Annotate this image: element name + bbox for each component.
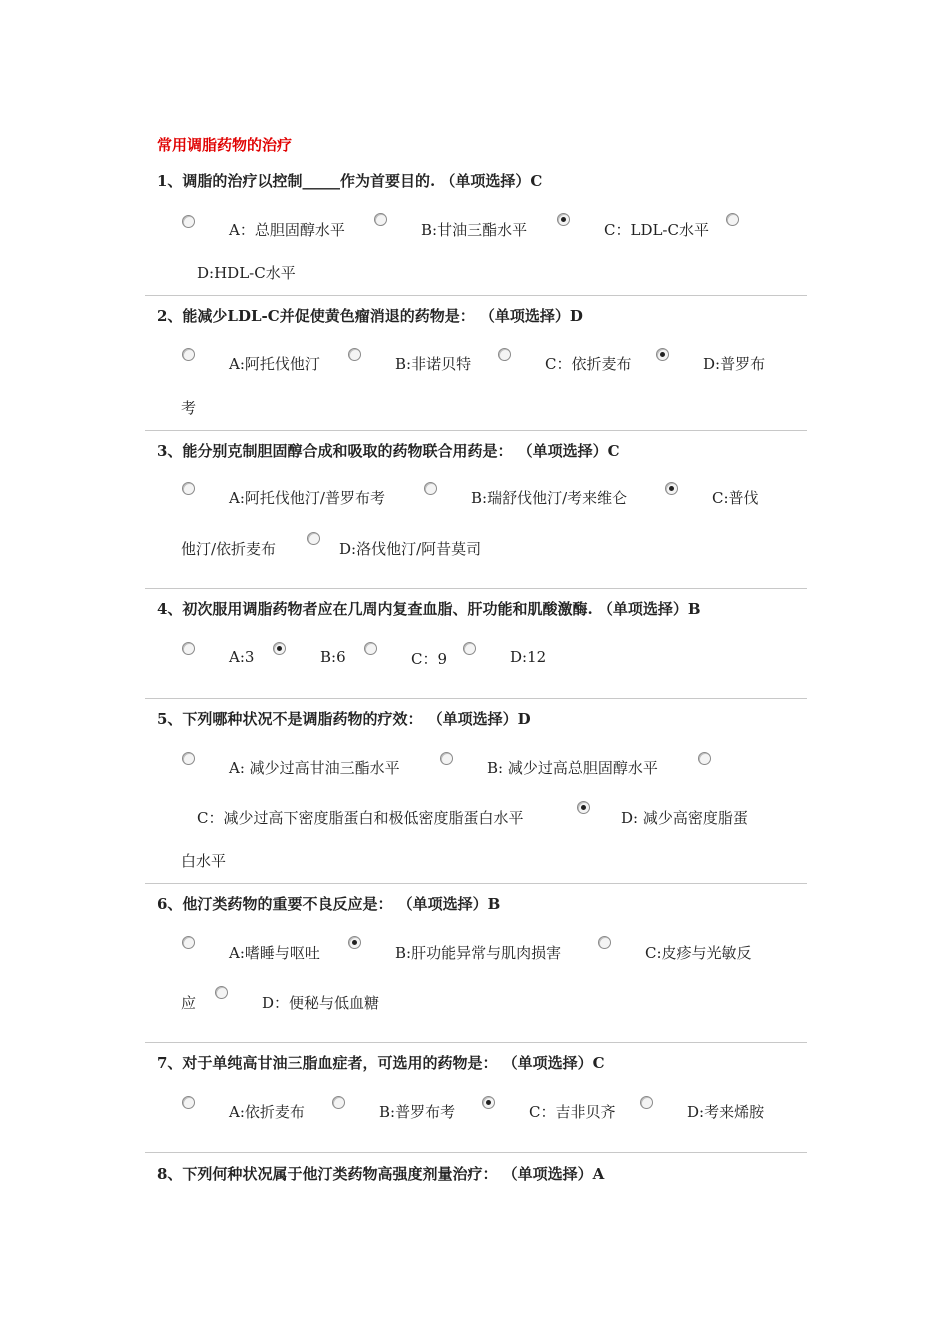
divider [145, 1152, 807, 1153]
divider [145, 883, 807, 884]
option-q5-d: D: 减少高密度脂蛋 [621, 809, 748, 827]
option-q2-d: D:普罗布 [703, 355, 766, 373]
divider [145, 588, 807, 589]
option-q7-c: C：吉非贝齐 [529, 1103, 616, 1121]
radio-q3-d[interactable] [307, 532, 320, 545]
radio-q1-d[interactable] [726, 213, 739, 226]
option-q1-b: B:甘油三酯水平 [421, 221, 528, 239]
option-q5-a: A: 减少过高甘油三酯水平 [229, 759, 400, 777]
question-1 [157, 170, 807, 191]
question-4 [157, 598, 807, 619]
radio-q3-b[interactable] [424, 482, 437, 495]
radio-q4-c[interactable] [364, 642, 377, 655]
divider [145, 430, 807, 431]
radio-q5-b[interactable] [440, 752, 453, 765]
radio-q6-b[interactable] [348, 936, 361, 949]
question-text: 2、能减少LDL-C并促使黄色瘤消退的药物是： （单项选择）D [157, 307, 583, 325]
radio-q4-b[interactable] [273, 642, 286, 655]
radio-q2-a[interactable] [182, 348, 195, 361]
option-q6-d: D：便秘与低血糖 [262, 994, 380, 1012]
option-q6-c: C:皮疹与光敏反 [645, 944, 752, 962]
divider [145, 698, 807, 699]
radio-q7-d[interactable] [640, 1096, 653, 1109]
option-q2-c: C：依折麦布 [545, 355, 632, 373]
question-text: 5、下列哪种状况不是调脂药物的疗效： （单项选择）D [157, 710, 531, 728]
radio-q7-b[interactable] [332, 1096, 345, 1109]
option-q1-a: A：总胆固醇水平 [229, 221, 345, 239]
option-q4-b: B:6 [320, 648, 346, 666]
option-q4-d: D:12 [510, 648, 547, 666]
radio-q4-d[interactable] [463, 642, 476, 655]
option-q1-d: D:HDL-C水平 [197, 264, 296, 282]
question-text: 1、调脂的治疗以控制_____作为首要目的. （单项选择）C [157, 172, 543, 190]
page-title: 常用调脂药物的治疗 [157, 136, 293, 154]
question-text: 6、他汀类药物的重要不良反应是： （单项选择）B [157, 895, 501, 913]
option-q6-a: A:嗜睡与呕吐 [229, 944, 320, 962]
radio-q3-a[interactable] [182, 482, 195, 495]
option-q4-a: A:3 [229, 648, 255, 666]
question-7 [157, 1052, 807, 1073]
radio-q2-c[interactable] [498, 348, 511, 361]
radio-q1-b[interactable] [374, 213, 387, 226]
radio-q3-c[interactable] [665, 482, 678, 495]
radio-q5-a[interactable] [182, 752, 195, 765]
radio-q6-c[interactable] [598, 936, 611, 949]
option-q2-b: B:非诺贝特 [395, 355, 472, 373]
option-q2-d-cont: 考 [181, 399, 197, 417]
option-q3-b: B:瑞舒伐他汀/考来维仑 [471, 489, 628, 507]
radio-q1-a[interactable] [182, 215, 195, 228]
option-q4-c: C：9 [411, 650, 448, 668]
question-5 [157, 708, 807, 729]
option-q2-a: A:阿托伐他汀 [229, 355, 320, 373]
option-q6-c-cont: 应 [181, 994, 197, 1012]
option-q3-d: D:洛伐他汀/阿昔莫司 [339, 540, 482, 558]
question-text: 7、对于单纯高甘油三脂血症者，可选用的药物是： （单项选择）C [157, 1054, 605, 1072]
question-6 [157, 893, 807, 914]
question-text: 4、初次服用调脂药物者应在几周内复查血脂、肝功能和肌酸激酶. （单项选择）B [157, 600, 701, 618]
radio-q6-a[interactable] [182, 936, 195, 949]
question-8 [157, 1163, 807, 1184]
radio-q4-a[interactable] [182, 642, 195, 655]
radio-q2-b[interactable] [348, 348, 361, 361]
option-q7-a: A:依折麦布 [229, 1103, 305, 1121]
option-q6-b: B:肝功能异常与肌肉损害 [395, 944, 562, 962]
option-q5-d-cont: 白水平 [181, 852, 227, 870]
divider [145, 1042, 807, 1043]
question-3 [157, 440, 807, 461]
question-text: 8、下列何种状况属于他汀类药物高强度剂量治疗： （单项选择）A [157, 1165, 605, 1183]
option-q7-d: D:考来烯胺 [687, 1103, 765, 1121]
radio-q5-d[interactable] [577, 801, 590, 814]
question-2 [157, 305, 807, 326]
option-q5-b: B: 减少过高总胆固醇水平 [487, 759, 658, 777]
option-q1-c: C：LDL-C水平 [604, 221, 709, 239]
divider [145, 295, 807, 296]
radio-q7-c[interactable] [482, 1096, 495, 1109]
option-q5-c: C：减少过高下密度脂蛋白和极低密度脂蛋白水平 [197, 809, 524, 827]
radio-q2-d[interactable] [656, 348, 669, 361]
radio-q7-a[interactable] [182, 1096, 195, 1109]
question-text: 3、能分别克制胆固醇合成和吸取的药物联合用药是： （单项选择）C [157, 442, 620, 460]
option-q3-a: A:阿托伐他汀/普罗布考 [229, 489, 385, 507]
radio-q5-c[interactable] [698, 752, 711, 765]
radio-q6-d[interactable] [215, 986, 228, 999]
option-q3-c: C:普伐 [712, 489, 759, 507]
option-q7-b: B:普罗布考 [379, 1103, 456, 1121]
radio-q1-c[interactable] [557, 213, 570, 226]
option-q3-c-cont: 他汀/依折麦布 [181, 540, 277, 558]
